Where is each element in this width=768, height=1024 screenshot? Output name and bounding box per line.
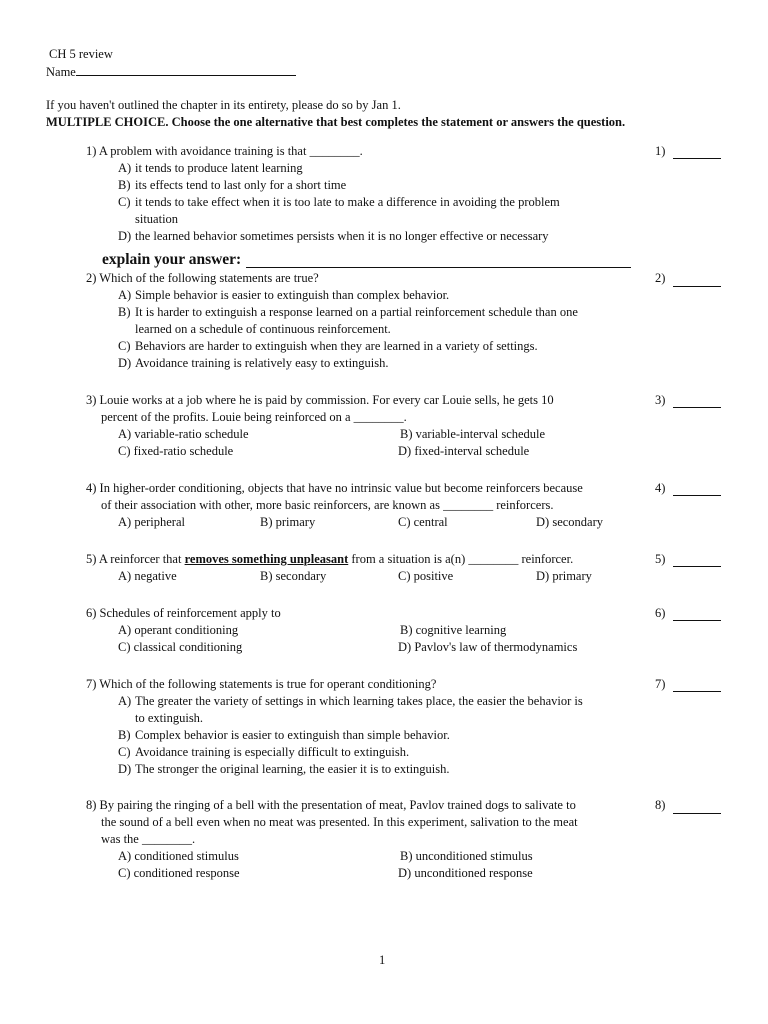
question-stem: 1) A problem with avoidance training is that ________. xyxy=(86,144,363,158)
answer-number: 4) xyxy=(655,481,666,495)
option-b[interactable]: B) primary xyxy=(260,515,316,529)
question-6 xyxy=(86,605,646,656)
options-grid xyxy=(86,426,646,460)
question-stem: 7) Which of the following statements is true for operant conditioning? xyxy=(86,677,437,691)
options-row xyxy=(86,514,646,531)
question-1 xyxy=(86,143,646,245)
question-stem: 3) Louie works at a job where he is paid by commission. For every car Louie sells, he gets 10 percent of the profits. Louie being reinforced on a ________. xyxy=(86,393,554,424)
answer-blank[interactable] xyxy=(673,552,721,567)
answer-blank[interactable] xyxy=(673,677,721,692)
option-b[interactable]: B) variable-interval schedule xyxy=(400,427,546,441)
question-3 xyxy=(86,392,646,460)
emphasized-phrase: removes something unpleasant xyxy=(184,552,349,566)
answer-number: 7) xyxy=(655,677,666,691)
option-c[interactable]: C) central xyxy=(398,515,448,529)
option-c[interactable]: C) classical conditioning xyxy=(118,640,243,654)
option-d[interactable]: D) the learned behavior sometimes persists when it is no longer effective or necessary xyxy=(118,229,549,243)
option-d[interactable]: D) fixed-interval schedule xyxy=(398,444,530,458)
options-row xyxy=(86,568,646,585)
options-list xyxy=(86,160,646,245)
page-number: 1 xyxy=(379,953,386,967)
option-d[interactable]: D) secondary xyxy=(536,515,603,529)
option-b[interactable]: B) secondary xyxy=(260,569,327,583)
option-d[interactable]: D) primary xyxy=(536,569,592,583)
option-a[interactable]: A) negative xyxy=(118,569,177,583)
explain-answer-line[interactable] xyxy=(246,251,631,268)
option-a[interactable]: A) peripheral xyxy=(118,515,185,529)
option-d[interactable]: D) Avoidance training is relatively easy to extinguish. xyxy=(118,356,389,370)
option-c[interactable]: C) fixed-ratio schedule xyxy=(118,444,234,458)
outline-note: If you haven't outlined the chapter in its entirety, please do so by Jan 1. xyxy=(46,98,401,112)
option-d[interactable]: D) unconditioned response xyxy=(398,866,533,880)
question-4 xyxy=(86,480,646,531)
option-a[interactable]: A) conditioned stimulus xyxy=(118,849,239,863)
question-8 xyxy=(86,797,646,882)
option-a[interactable]: A) variable-ratio schedule xyxy=(118,427,249,441)
question-stem: 2) Which of the following statements are true? xyxy=(86,271,319,285)
option-b[interactable]: B) unconditioned stimulus xyxy=(400,849,533,863)
answer-number: 6) xyxy=(655,606,666,620)
answer-number: 3) xyxy=(655,393,666,407)
question-stem: 8) By pairing the ringing of a bell with the presentation of meat, Pavlov trained dogs to salivate to the sound of a bell even when no meat was presented. In this experiment, salivation to the meat was the ________. xyxy=(86,798,578,846)
document-title: CH 5 review xyxy=(49,47,113,61)
question-2 xyxy=(86,270,646,372)
options-list xyxy=(86,693,646,778)
answer-blank[interactable] xyxy=(673,144,721,159)
question-stem: 6) Schedules of reinforcement apply to xyxy=(86,606,281,620)
explain-label: explain your answer: xyxy=(102,251,242,268)
answer-blank[interactable] xyxy=(673,272,721,287)
question-5 xyxy=(86,551,646,585)
answer-blank[interactable] xyxy=(673,799,721,814)
answer-blank[interactable] xyxy=(673,393,721,408)
option-c[interactable]: C) it tends to take effect when it is too late to make a difference in avoiding the problem situation xyxy=(118,195,560,226)
question-stem: 4) In higher-order conditioning, objects that have no intrinsic value but become reinforcers because of their association with other, more basic reinforcers, are known as ________ reinforcers. xyxy=(86,481,583,512)
answer-number: 2) xyxy=(655,271,666,285)
option-c[interactable]: C) Avoidance training is especially difficult to extinguish. xyxy=(118,745,410,759)
name-blank-line[interactable] xyxy=(76,63,296,76)
options-list xyxy=(86,287,646,372)
option-c[interactable]: C) Behaviors are harder to extinguish when they are learned in a variety of settings. xyxy=(118,339,538,353)
option-c[interactable]: C) positive xyxy=(398,569,454,583)
answer-number: 8) xyxy=(655,798,666,812)
option-a[interactable]: A) operant conditioning xyxy=(118,623,239,637)
answer-number: 1) xyxy=(655,144,666,158)
name-label: Name xyxy=(46,65,76,79)
option-b[interactable]: B) It is harder to extinguish a response learned on a partial reinforcement schedule than one learned on a schedule of continuous reinforcement. xyxy=(118,305,578,336)
answer-blank[interactable] xyxy=(673,481,721,496)
option-d[interactable]: D) The stronger the original learning, the easier it is to extinguish. xyxy=(118,762,450,776)
option-a[interactable]: A) The greater the variety of settings in which learning takes place, the easier the behavior is to extinguish. xyxy=(118,694,583,725)
answer-blank[interactable] xyxy=(673,606,721,621)
answer-number: 5) xyxy=(655,552,666,566)
option-a[interactable]: A) Simple behavior is easier to extinguish than complex behavior. xyxy=(118,288,450,302)
instructions: MULTIPLE CHOICE. Choose the one alternative that best completes the statement or answers the question. xyxy=(46,115,626,129)
option-d[interactable]: D) Pavlov's law of thermodynamics xyxy=(398,640,578,654)
question-7 xyxy=(86,676,646,778)
option-a[interactable]: A) it tends to produce latent learning xyxy=(118,161,303,175)
option-b[interactable]: B) cognitive learning xyxy=(400,623,507,637)
options-grid xyxy=(86,622,646,656)
option-c[interactable]: C) conditioned response xyxy=(118,866,240,880)
question-stem: 5) A reinforcer that removes something unpleasant from a situation is a(n) ________ reinforcer. xyxy=(86,552,574,566)
option-b[interactable]: B) Complex behavior is easier to extinguish than simple behavior. xyxy=(118,728,450,742)
name-field[interactable] xyxy=(46,63,296,81)
option-b[interactable]: B) its effects tend to last only for a short time xyxy=(118,178,347,192)
options-grid xyxy=(86,848,646,882)
